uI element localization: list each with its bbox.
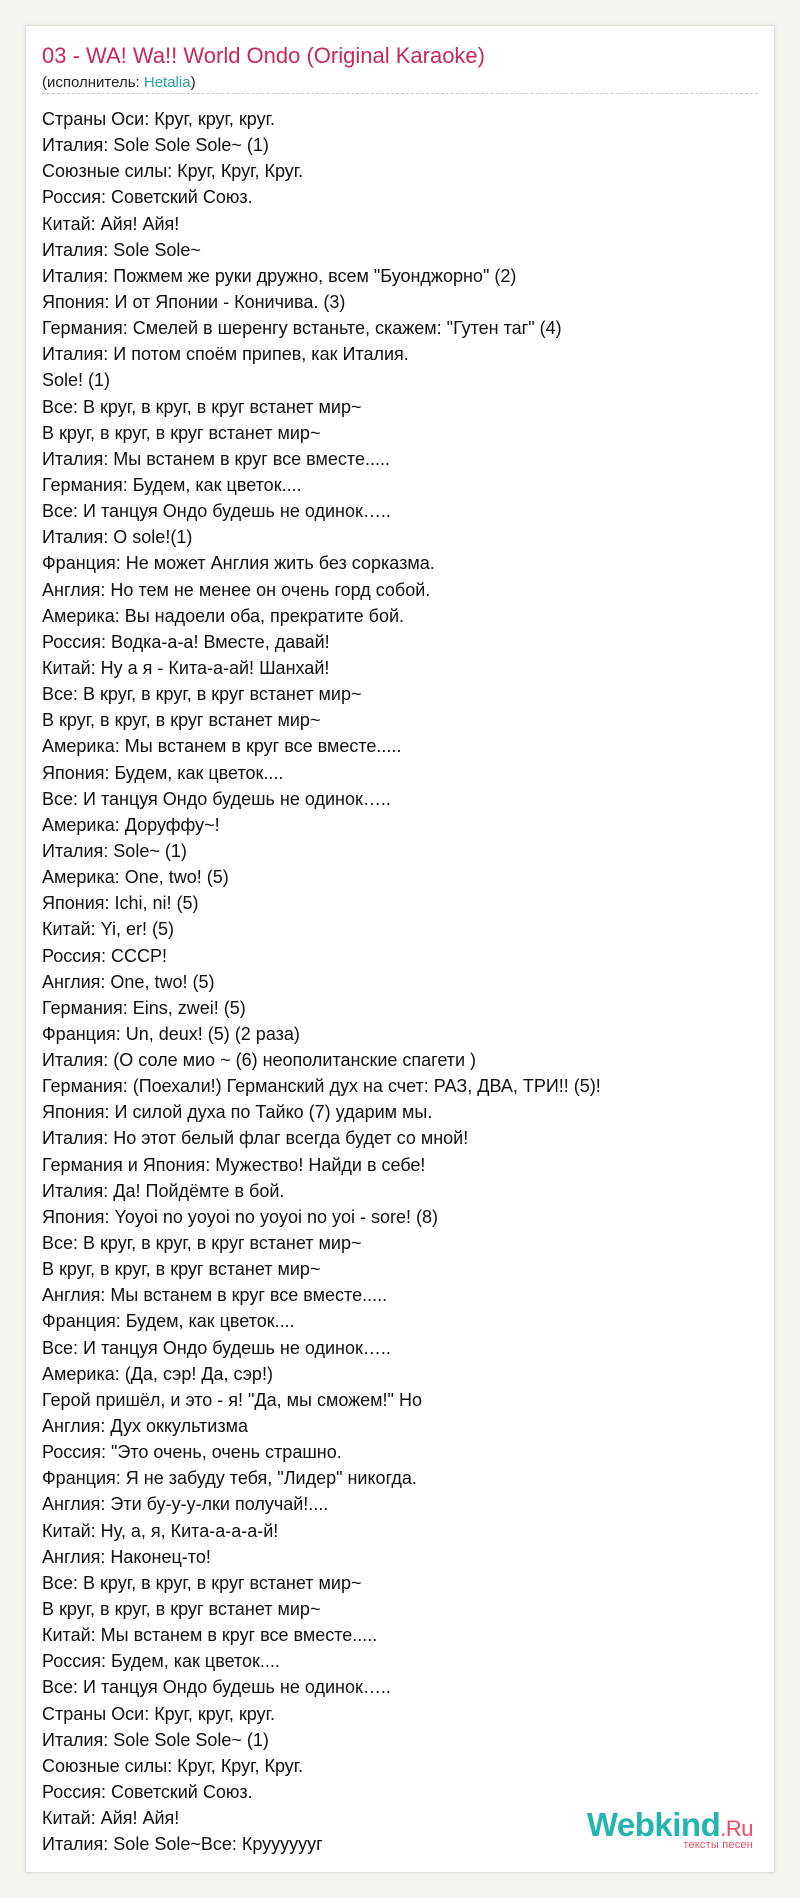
lyric-line: Италия: Sole Sole~Все: Крууууууг <box>42 1834 323 1855</box>
lyric-line: Россия: СССР! <box>42 945 168 966</box>
logo-tagline: тексты песен <box>683 1839 753 1851</box>
lyric-line: В круг, в круг, в круг встанет мир~ <box>42 1259 321 1280</box>
lyric-line: Япония: Будем, как цветок.... <box>42 762 284 783</box>
lyric-line: Союзные силы: Круг, Круг, Круг. <box>42 161 304 182</box>
lyric-line: Италия: Sole~ (1) <box>42 840 187 861</box>
lyric-line: Америка: Доруффу~! <box>42 814 220 835</box>
lyric-line: Россия: Советский Союз. <box>42 1782 253 1802</box>
lyric-line: Россия: Водка-а-а! Вместе, давай! <box>42 631 330 652</box>
lyric-line: Россия: Будем, как цветок.... <box>42 1651 280 1672</box>
lyric-line: Франция: Не может Англия жить без сорказма. <box>42 553 435 574</box>
lyric-line: Англия: One, two! (5) <box>42 971 215 992</box>
lyric-line: Япония: Ichi, ni! (5) <box>42 893 199 914</box>
lyric-line: Все: И танцуя Ондо будешь не одинок….. <box>42 788 391 809</box>
lyric-line: Китай: Ну а я - Кита-а-ай! Шанхай! <box>42 657 330 678</box>
artist-suffix: ) <box>190 74 196 91</box>
lyric-line: Япония: И от Японии - Коничива. (3) <box>42 291 346 312</box>
lyric-line: Все: И танцуя Ондо будешь не одинок….. <box>42 501 391 522</box>
song-title: 03 - WA! Wa!! World Ondo (Original Karaoke) <box>42 43 485 68</box>
lyric-line: Англия: Но тем не менее он очень горд собой. <box>42 579 431 600</box>
lyric-line: Англия: Мы встанем в круг все вместе..... <box>42 1285 388 1306</box>
logo-wordmark <box>563 1808 753 1841</box>
lyric-line: Япония: И силой духа по Тайко (7) ударим мы. <box>42 1102 433 1123</box>
lyric-line: Англия: Дух оккультизма <box>42 1416 248 1437</box>
lyric-line: Страны Оси: Круг, круг, круг. <box>42 1703 275 1724</box>
logo-tld: .Ru <box>720 1816 753 1841</box>
artist-line <box>42 74 196 91</box>
lyric-line: Все: И танцуя Ондо будешь не одинок….. <box>42 1677 391 1698</box>
lyric-line: Германия и Япония: Мужество! Найди в себе! <box>42 1154 426 1175</box>
lyric-line: Франция: Будем, как цветок.... <box>42 1311 295 1332</box>
lyric-line: Россия: "Это очень, очень страшно. <box>42 1442 342 1463</box>
lyric-line: Китай: Айя! Айя! <box>42 213 180 234</box>
header-divider <box>42 93 758 94</box>
lyric-line: Америка: Вы надоели оба, прекратите бой. <box>42 605 405 626</box>
lyric-line: Все: В круг, в круг, в круг встанет мир~ <box>42 396 362 417</box>
lyric-line: Япония: Yoyoi no yoyoi no yoyoi no yoi - sore! (8) <box>42 1206 439 1227</box>
lyric-line: Америка: One, two! (5) <box>42 867 229 888</box>
lyric-line: Все: В круг, в круг, в круг встанет мир~ <box>42 684 362 705</box>
lyric-line: Италия: Sole Sole Sole~ (1) <box>42 1729 269 1750</box>
lyric-line: Англия: Эти бу-у-у-лки получай!.... <box>42 1494 329 1515</box>
lyric-line: Америка: Мы встанем в круг все вместе..... <box>42 736 402 757</box>
lyric-line: В круг, в круг, в круг встанет мир~ <box>42 422 321 443</box>
lyric-line: Союзные силы: Круг, Круг, Круг. <box>42 1755 304 1776</box>
lyric-line: Все: В круг, в круг, в круг встанет мир~ <box>42 1233 362 1254</box>
webkind-logo[interactable] <box>563 1808 753 1852</box>
lyric-line: Россия: Советский Союз. <box>42 187 253 208</box>
lyric-line: Америка: (Да, сэр! Да, сэр!) <box>42 1363 273 1384</box>
lyric-line: Sole! (1) <box>42 370 111 391</box>
lyric-line: Китай: Мы встанем в круг все вместе..... <box>42 1625 378 1646</box>
lyric-line: Англия: Наконец-то! <box>42 1546 211 1567</box>
lyric-line: Страны Оси: Круг, круг, круг. <box>42 109 275 129</box>
artist-link[interactable]: Hetalia <box>143 74 191 91</box>
lyric-line: Германия: Смелей в шеренгу встаньте, скажем: "Гутен таг" (4) <box>42 318 562 339</box>
lyric-line: Китай: Yi, er! (5) <box>42 919 174 940</box>
lyric-line: Герой пришёл, и это - я! "Да, мы сможем!" Но <box>42 1389 422 1410</box>
logo-main-text: Webkind <box>586 1806 721 1843</box>
lyric-line: Германия: Eins, zwei! (5) <box>42 997 246 1018</box>
lyric-line: Китай: Айя! Айя! <box>42 1808 180 1829</box>
lyric-line: Италия: Sole Sole Sole~ (1) <box>42 135 269 156</box>
lyric-line: Италия: Пожмем же руки дружно, всем "Буонджорно" (2) <box>42 265 517 286</box>
lyric-line: Италия: (О соле мио ~ (6) неополитанские спагети ) <box>42 1050 477 1071</box>
lyric-line: Все: В круг, в круг, в круг встанет мир~ <box>42 1572 362 1593</box>
lyric-line: Франция: Я не забуду тебя, "Лидер" никогда. <box>42 1468 417 1489</box>
lyric-line: Италия: Sole Sole~ <box>42 239 201 260</box>
lyric-line: Франция: Un, deux! (5) (2 раза) <box>42 1023 300 1044</box>
lyric-line: В круг, в круг, в круг встанет мир~ <box>42 710 321 731</box>
lyric-line: Италия: Да! Пойдёмте в бой. <box>42 1180 285 1201</box>
lyric-line: Германия: (Поехали!) Германский дух на счет: РАЗ, ДВА, ТРИ!! (5)! <box>42 1076 601 1097</box>
lyrics-card <box>25 25 775 1873</box>
lyric-line: Все: И танцуя Ондо будешь не одинок….. <box>42 1337 391 1358</box>
lyrics-text <box>42 106 757 1857</box>
lyric-line: В круг, в круг, в круг встанет мир~ <box>42 1599 321 1620</box>
lyric-line: Италия: Но этот белый флаг всегда будет со мной! <box>42 1128 469 1149</box>
lyric-line: Италия: О sole!(1) <box>42 527 193 548</box>
lyric-line: Германия: Будем, как цветок.... <box>42 474 302 495</box>
lyric-line: Италия: Мы встанем в круг все вместе..... <box>42 448 390 469</box>
artist-prefix: (исполнитель: <box>42 74 144 91</box>
lyric-line: Италия: И потом спoём припев, как Италия. <box>42 344 409 365</box>
lyric-line: Китай: Ну, а, я, Кита-а-а-а-й! <box>42 1520 279 1541</box>
